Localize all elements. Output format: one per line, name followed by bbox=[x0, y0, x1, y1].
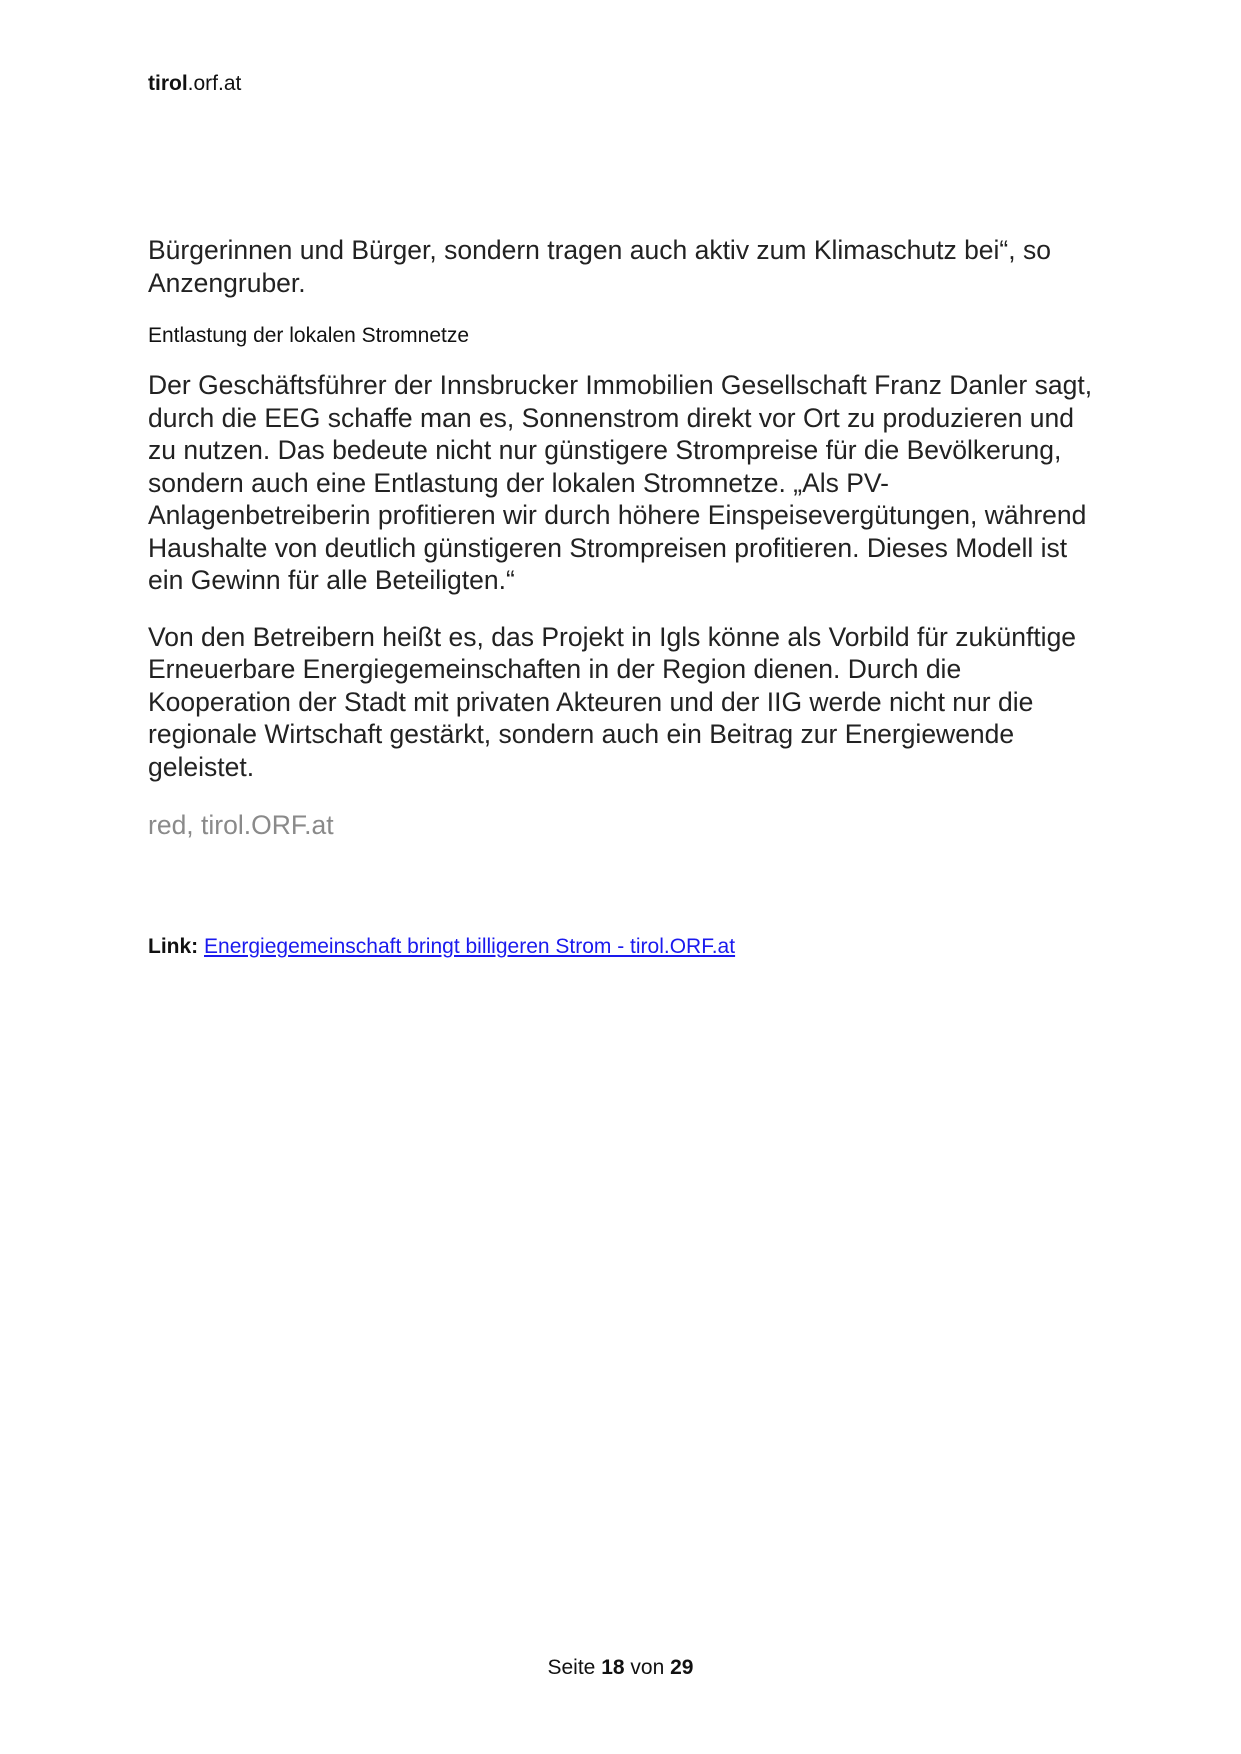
article-body bbox=[148, 234, 1098, 868]
source-link-line bbox=[148, 934, 735, 960]
article-byline: red, tirol.ORF.at bbox=[148, 810, 334, 840]
article-paragraph: Der Geschäftsführer der Innsbrucker Immobilien Gesellschaft Franz Danler sagt, durch die EEG schaffe man es, Sonnenstrom direkt vor Ort zu produzieren und zu nutzen. Das bedeute nicht nur günstigere Strompreise für die Bevölkerung, sondern auch eine Entlastung der lokalen Stromnetze. „Als PV-Anlagenbetreiberin profitieren wir durch höhere Einspeisevergütungen, während Haushalte von deutlich günstigeren Strompreisen profitieren. Dieses Modell ist ein Gewinn für alle Beteiligten.“ bbox=[148, 370, 1093, 595]
page-header bbox=[148, 72, 241, 96]
source-link-label: Link: bbox=[148, 935, 199, 958]
page-number-middle: von bbox=[630, 1656, 665, 1679]
article-subheading: Entlastung der lokalen Stromnetze bbox=[148, 324, 470, 347]
article-paragraph: Von den Betreibern heißt es, das Projekt in Igls könne als Vorbild für zukünftige Erneuerbare Energiegemeinschaften in der Region dienen. Durch die Kooperation der Stadt mit privaten Akteuren und der IIG werde nicht nur die regionale Wirtschaft gestärkt, sondern auch ein Beitrag zur Energiewende geleistet. bbox=[148, 621, 1077, 782]
current-page-number: 18 bbox=[601, 1656, 625, 1679]
page-footer bbox=[0, 1656, 1241, 1680]
page-number-prefix: Seite bbox=[547, 1656, 596, 1679]
total-page-count: 29 bbox=[670, 1656, 694, 1679]
article-paragraph: Bürgerinnen und Bürger, sondern tragen auch aktiv zum Klimaschutz bei“, so Anzengruber. bbox=[148, 235, 1051, 298]
source-link[interactable]: Energiegemeinschaft bringt billigeren Strom - tirol.ORF.at bbox=[204, 935, 736, 958]
site-brand-bold: tirol bbox=[148, 72, 188, 95]
site-brand-domain: .orf.at bbox=[187, 72, 242, 95]
